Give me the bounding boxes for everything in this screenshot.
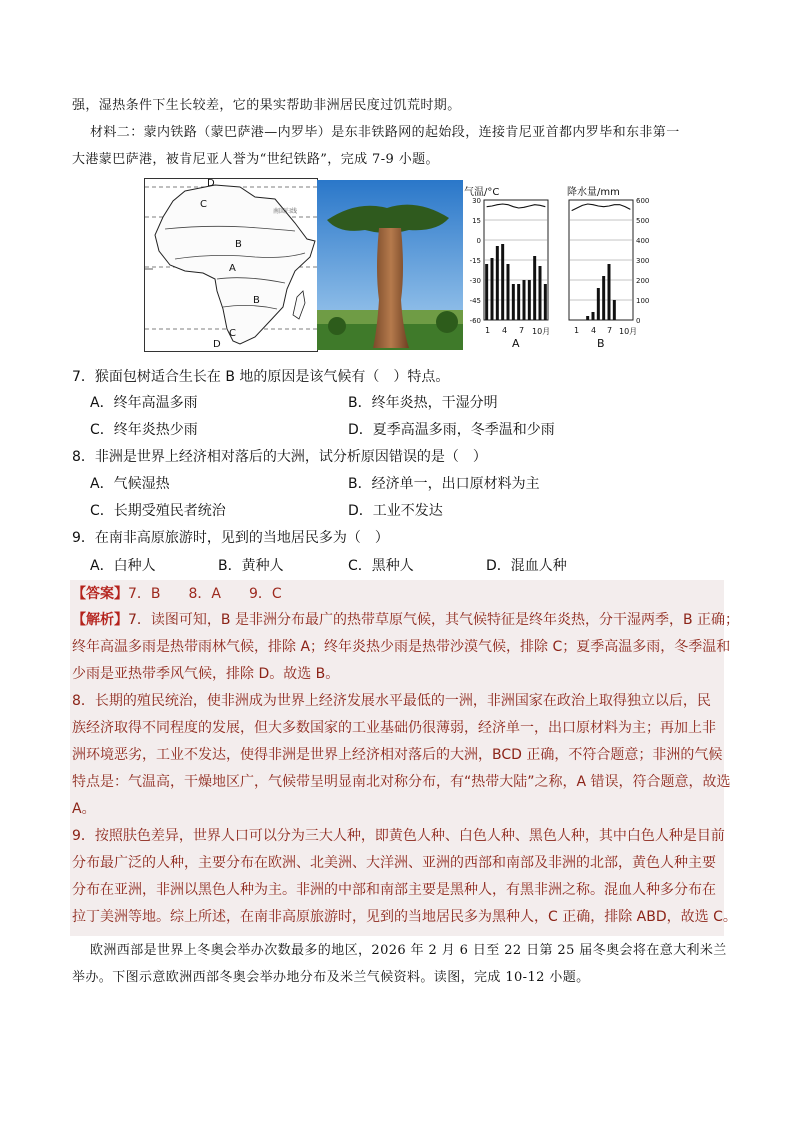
tick-label: 500 [636,217,650,225]
explanation-line-5: 族经济取得不同程度的发展，但大多数国家的工业基础仍很薄弱，经济单一，出口原材料为主；再加上非 [72,720,716,736]
precip-bar [496,246,499,320]
q8-stem: 8．非洲是世界上经济相对落后的大洲，试分析原因错误的是（ ） [72,449,487,465]
tick-label: 0 [476,237,481,245]
chart-b-x4: 4 [591,326,597,335]
map-label-d-top: D [207,178,215,189]
chart-b-axis-title: 降水量/mm [567,187,620,198]
precip-bar [613,300,616,320]
outro-line-1: 欧洲西部是世界上冬奥会举办次数最多的地区，2026 年 2 月 6 日至 22 日第 25 届冬奥会将在意大利米兰 [90,943,727,958]
explanation-line-4: 8．长期的殖民统治，使非洲成为世界上经济发展水平最低的一洲，非洲国家在政治上取得独立以后，民 [72,693,711,709]
tick-label: 300 [636,257,650,265]
precip-bar [597,288,600,320]
chart-a-x7: 7 [519,326,525,335]
q7-option-d: D．夏季高温多雨，冬季温和少雨 [348,422,555,438]
precip-bar [544,284,547,320]
explanation-line-2: 终年高温多雨是热带雨林气候，排除 A；终年炎热少雨是热带沙漠气候，排除 C；夏季高温多雨，冬季温和 [72,639,731,655]
precip-bar [608,264,611,320]
explanation-line-9: 9．按照肤色差异，世界人口可以分为三大人种，即黄色人种、白色人种、黑色人种，其中白色人种是目前 [72,828,725,844]
tick-label: -15 [469,257,481,265]
q8-option-d: D．工业不发达 [348,503,443,519]
chart-a-plot [462,197,566,327]
chart-b-label: B [597,337,605,350]
precip-bar [507,264,510,320]
q9-option-c: C．黑种人 [348,558,414,574]
q9-option-a: A．白种人 [90,558,156,574]
chart-a-x1: 1 [485,326,491,335]
precip-bar [528,280,531,320]
tick-label: 30 [472,197,481,205]
chart-a-label: A [512,337,520,350]
precip-bar [539,266,542,320]
africa-map [144,178,318,352]
chart-a-x10: 10月 [532,327,551,336]
chart-b-x7: 7 [607,326,613,335]
intro-line-1: 强，湿热条件下生长较差，它的果实帮助非洲居民度过饥荒时期。 [72,98,461,113]
q7-option-b: B．终年炎热，干湿分明 [348,395,498,411]
explanation-line-7: 特点是：气温高，干燥地区广，气候带呈明显南北对称分布，有“热带大陆”之称，A 错误，符合题意，故选 [72,774,731,790]
precip-bar [602,276,605,320]
precip-bar [523,280,526,320]
q9-option-b: B．黄种人 [218,558,284,574]
explanation-line-3: 少雨是亚热带季风气候，排除 D。故选 B。 [72,666,340,682]
tick-label: 100 [636,297,650,305]
precip-bar [533,256,536,320]
explanation-text-1: 7．读图可知，B 是非洲分布最广的热带草原气候，其气候特征是终年炎热，分干湿两季，B 正确； [128,612,740,628]
tick-label: -45 [469,297,481,305]
climate-chart-b [565,183,665,353]
outro-line-2: 举办。下图示意欧洲西部冬奥会举办地分布及米兰气候资料。读图，完成 10-12 小题。 [72,970,590,985]
precip-bar [501,244,504,320]
explanation-line-11: 分布在亚洲，非洲以黑色人种为主。非洲的中部和南部主要是黑种人，有黑非洲之称。混血人种多分布在 [72,882,716,898]
explanation-tag: 【解析】 [72,612,128,628]
q7-stem: 7．猴面包树适合生长在 B 地的原因是该气候有（ ）特点。 [72,369,450,385]
tick-label: 15 [472,217,481,225]
explanation-line-6: 洲环境恶劣，工业不发达，使得非洲是世界上经济相对落后的大洲，BCD 正确，不符合题意；非洲的气候 [72,747,723,763]
precip-bar [592,312,595,320]
map-label-b-north: B [235,239,242,250]
climate-chart-a [462,183,566,353]
q7-option-c: C．终年炎热少雨 [90,422,198,438]
answer-line [72,581,282,607]
map-label-b-south: B [253,295,260,306]
chart-b-plot [565,197,665,327]
q8-option-b: B．经济单一，出口原材料为主 [348,476,540,492]
map-label-c-north: C [200,199,207,210]
tick-label: 600 [636,197,650,205]
q7-option-a: A．终年高温多雨 [90,395,198,411]
precip-bar [517,284,520,320]
explanation-line-1 [72,607,740,634]
map-label-c-south: C [229,328,236,339]
explanation-line-12: 拉丁美洲等地。综上所述，在南非高原旅游时，见到的当地居民多为黑种人，C 正确，排除 ABD，故选 C。 [72,909,737,925]
chart-b-x10: 10月 [619,327,638,336]
precip-bar [586,316,589,320]
baobab-photo [317,180,463,350]
answer-tag: 【答案】 [72,586,128,602]
tick-label: 0 [636,317,641,325]
tick-label: -30 [469,277,481,285]
precip-bar [512,284,515,320]
chart-a-axis-title: 气温/°C [464,187,500,198]
map-note-tropic: 南回归线 [273,208,298,215]
tick-label: 200 [636,277,650,285]
explanation-line-10: 分布最广泛的人种，主要分布在欧洲、北美洲、大洋洲、亚洲的西部和南部及非洲的北部，黄色人种主要 [72,855,716,871]
map-label-a: A [229,263,236,274]
precip-bar [485,264,488,320]
tick-label: 400 [636,237,650,245]
chart-b-x1: 1 [574,326,580,335]
explanation-line-8: A。 [72,801,96,817]
q9-option-d: D．混血人种 [486,558,567,574]
intro-line-2: 材料二：蒙内铁路（蒙巴萨港—内罗毕）是东非铁路网的起始段，连接肯尼亚首都内罗毕和东非第一 [90,125,680,140]
q9-stem: 9．在南非高原旅游时，见到的当地居民多为（ ） [72,530,389,546]
q8-option-a: A．气候湿热 [90,476,170,492]
intro-line-3: 大港蒙巴萨港，被肯尼亚人誉为“世纪铁路”，完成 7-9 小题。 [72,152,439,167]
precip-bar [491,258,494,320]
tick-label: -60 [469,317,481,325]
q8-option-c: C．长期受殖民者统治 [90,503,226,519]
map-label-d-bottom: D [213,339,221,350]
chart-a-x4: 4 [502,326,508,335]
answer-text: 7．B 8．A 9．C [128,586,282,602]
